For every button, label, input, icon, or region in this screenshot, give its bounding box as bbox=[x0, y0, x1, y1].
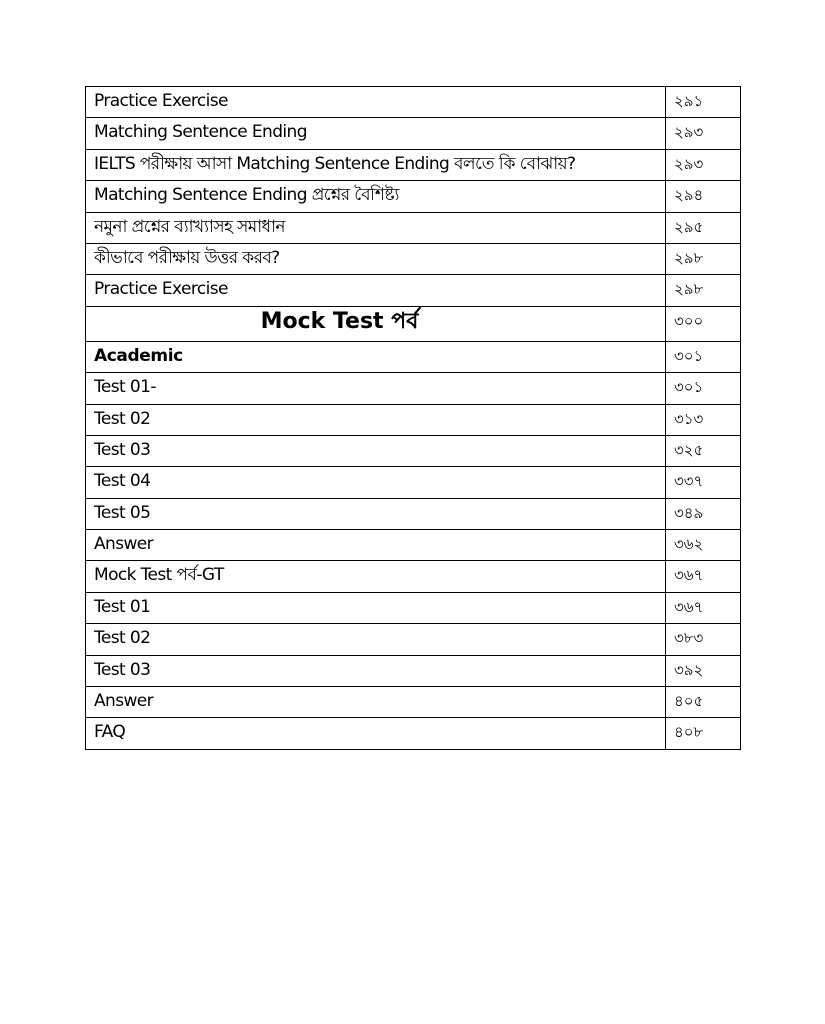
toc-row bbox=[86, 275, 741, 306]
toc-entry-title: Academic bbox=[86, 341, 666, 372]
toc-row bbox=[86, 561, 741, 592]
toc-entry-title: Answer bbox=[86, 530, 666, 561]
toc-page-number: ৩১৩ bbox=[666, 404, 741, 435]
toc-entry-title: Test 05 bbox=[86, 498, 666, 529]
toc-page-number: ৪০৮ bbox=[666, 718, 741, 749]
toc-row bbox=[86, 243, 741, 274]
toc-entry-title: নমুনা প্রশ্নের ব্যাখ্যাসহ সমাধান bbox=[86, 212, 666, 243]
toc-entry-title: Matching Sentence Ending প্রশ্নের বৈশিষ্ট্য bbox=[86, 181, 666, 212]
toc-page-number: ২৯৫ bbox=[666, 212, 741, 243]
toc-page-number: ২৯৮ bbox=[666, 243, 741, 274]
toc-row bbox=[86, 373, 741, 404]
toc-entry-title: Test 02 bbox=[86, 404, 666, 435]
toc-row bbox=[86, 467, 741, 498]
toc-entry-title: Test 04 bbox=[86, 467, 666, 498]
toc-entry-title: Test 02 bbox=[86, 624, 666, 655]
toc-entry-title: Test 01- bbox=[86, 373, 666, 404]
toc-row bbox=[86, 118, 741, 149]
toc-row bbox=[86, 498, 741, 529]
toc-page-number: ৩০১ bbox=[666, 373, 741, 404]
toc-entry-title: Matching Sentence Ending bbox=[86, 118, 666, 149]
toc-page-number: ২৯১ bbox=[666, 87, 741, 118]
toc-page-number: ২৯৮ bbox=[666, 275, 741, 306]
toc-row bbox=[86, 341, 741, 372]
toc-entry-title: Mock Test পর্ব-GT bbox=[86, 561, 666, 592]
toc-row bbox=[86, 181, 741, 212]
toc-page-number: ৩২৫ bbox=[666, 435, 741, 466]
toc-entry-title: Test 01 bbox=[86, 592, 666, 623]
toc-row bbox=[86, 624, 741, 655]
toc-entry-title: Answer bbox=[86, 687, 666, 718]
toc-entry-title: Practice Exercise bbox=[86, 275, 666, 306]
toc-section-heading-row bbox=[86, 306, 741, 341]
toc-page-number: ২৯৪ bbox=[666, 181, 741, 212]
toc-entry-title: FAQ bbox=[86, 718, 666, 749]
toc-row bbox=[86, 655, 741, 686]
toc-page-number: ২৯৩ bbox=[666, 149, 741, 180]
toc-row bbox=[86, 718, 741, 749]
toc-page-number: ৩৬২ bbox=[666, 530, 741, 561]
toc-page-number: ৩৬৭ bbox=[666, 561, 741, 592]
toc-section-heading: Mock Test পর্ব bbox=[86, 306, 666, 341]
table-of-contents bbox=[85, 86, 741, 750]
toc-page-number: ৩৬৭ bbox=[666, 592, 741, 623]
toc-page-number: ২৯৩ bbox=[666, 118, 741, 149]
toc-entry-title: IELTS পরীক্ষায় আসা Matching Sentence Ending বলতে কি বোঝায়? bbox=[86, 149, 666, 180]
toc-row bbox=[86, 530, 741, 561]
toc-page-number: ৪০৫ bbox=[666, 687, 741, 718]
toc-page-number: ৩৯২ bbox=[666, 655, 741, 686]
toc-row bbox=[86, 435, 741, 466]
toc-row bbox=[86, 404, 741, 435]
toc-row bbox=[86, 87, 741, 118]
toc-entry-title: Practice Exercise bbox=[86, 87, 666, 118]
toc-row bbox=[86, 592, 741, 623]
toc-row bbox=[86, 212, 741, 243]
toc-page-number: ৩০০ bbox=[666, 306, 741, 341]
toc-page-number: ৩০১ bbox=[666, 341, 741, 372]
toc-page-number: ৩৩৭ bbox=[666, 467, 741, 498]
toc-row bbox=[86, 149, 741, 180]
toc-entry-title: কীভাবে পরীক্ষায় উত্তর করব? bbox=[86, 243, 666, 274]
toc-row bbox=[86, 687, 741, 718]
toc-page-number: ৩৮৩ bbox=[666, 624, 741, 655]
toc-entry-title: Test 03 bbox=[86, 655, 666, 686]
toc-entry-title: Test 03 bbox=[86, 435, 666, 466]
toc-page-number: ৩৪৯ bbox=[666, 498, 741, 529]
